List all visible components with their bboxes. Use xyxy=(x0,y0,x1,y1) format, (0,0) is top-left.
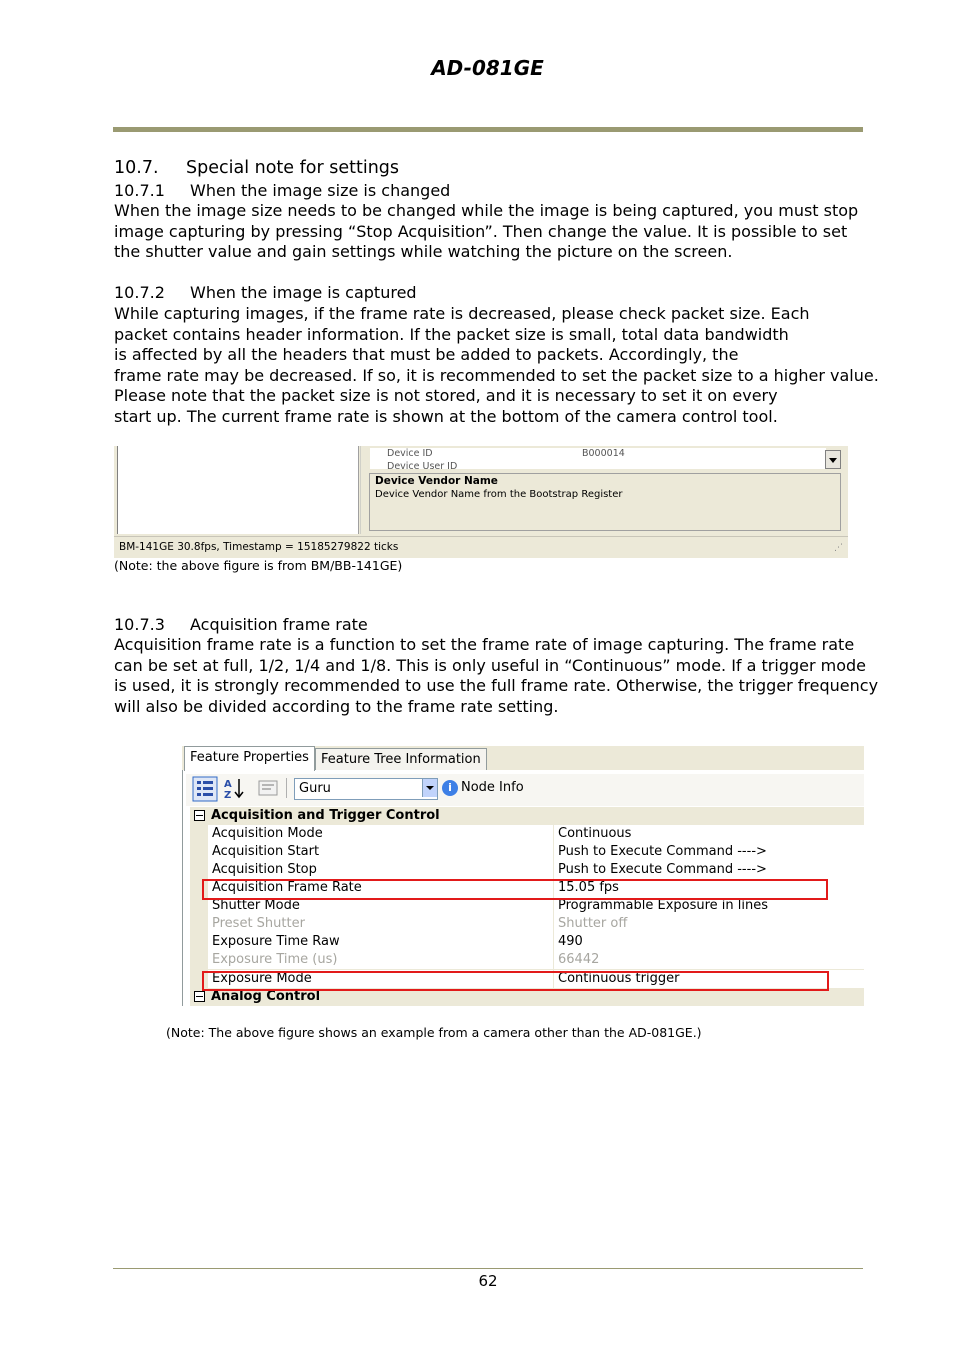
device-id-row[interactable] xyxy=(370,448,826,461)
collapse-icon[interactable] xyxy=(194,991,205,1002)
category-label: Acquisition and Trigger Control xyxy=(211,808,440,823)
property-row[interactable] xyxy=(208,933,864,952)
section-number: 10.7. xyxy=(114,158,159,178)
paragraph-line: Please note that the packet size is not stored, and it is necessary to set it on every xyxy=(114,386,778,406)
property-value[interactable]: Push to Execute Command ----> xyxy=(558,844,767,859)
property-value: Shutter off xyxy=(558,916,628,931)
category-label: Analog Control xyxy=(211,989,321,1004)
subsection-2-heading xyxy=(114,283,417,304)
paragraph-line: can be set at full, 1/2, 1/4 and 1/8. This is only useful in “Continuous” mode. If a trigger mode xyxy=(114,655,867,675)
paragraph-line: While capturing images, if the frame rate is decreased, please check packet size. Each xyxy=(114,304,810,323)
toolbar-separator xyxy=(286,778,287,798)
property-row[interactable] xyxy=(208,825,864,844)
paragraph-line: is affected by all the headers that must be added to packets. Accordingly, the xyxy=(114,345,739,365)
sort-alphabetical-icon[interactable] xyxy=(222,776,246,800)
property-name: Shutter Mode xyxy=(212,898,300,913)
property-pages-icon[interactable] xyxy=(256,776,280,800)
subsection-1-paragraph xyxy=(114,201,858,263)
footer-rule xyxy=(113,1268,863,1269)
info-icon: i xyxy=(442,780,458,796)
node-info-label: Node Info xyxy=(461,780,524,795)
property-value[interactable]: Continuous trigger xyxy=(558,971,680,986)
subsection-1-title: When the image size is changed xyxy=(190,181,451,200)
visibility-dropdown[interactable] xyxy=(294,778,438,800)
property-name: Exposure Mode xyxy=(212,971,312,986)
property-row-disabled xyxy=(208,915,864,934)
device-id-label: Device ID xyxy=(387,448,433,459)
scroll-down-arrow[interactable] xyxy=(825,450,841,469)
header-rule xyxy=(113,127,863,132)
subsection-2-number: 10.7.2 xyxy=(114,283,165,302)
paragraph-line: start up. The current frame rate is shown at the bottom of the camera control tool. xyxy=(114,406,778,426)
svg-text:A: A xyxy=(224,779,232,790)
subsection-3-heading xyxy=(114,615,368,636)
property-value[interactable]: Continuous xyxy=(558,826,632,841)
paragraph-line: is used, it is strongly recommended to use the full frame rate. Otherwise, the trigger frequency xyxy=(114,676,879,696)
property-value[interactable]: Programmable Exposure in lines xyxy=(558,898,769,913)
resize-grip-icon[interactable]: ⋰ xyxy=(834,543,843,553)
device-id-value: B000014 xyxy=(582,448,625,459)
property-row[interactable] xyxy=(208,843,864,862)
property-value: 66442 xyxy=(558,952,600,967)
node-info-button[interactable] xyxy=(442,778,524,798)
figure-1-screenshot xyxy=(114,446,848,558)
categorized-view-icon[interactable] xyxy=(192,776,216,800)
figure-2-caption: (Note: The above figure shows an example from a camera other than the AD-081GE.) xyxy=(166,1025,702,1040)
tab-feature-properties[interactable]: Feature Properties xyxy=(184,746,315,771)
figure-1-caption: (Note: the above figure is from BM/BB-141GE) xyxy=(114,558,403,573)
property-value[interactable]: 15.05 fps xyxy=(558,880,619,895)
property-name: Acquisition Mode xyxy=(212,826,323,841)
tab-feature-tree-information[interactable]: Feature Tree Information xyxy=(315,748,487,771)
svg-text:Z: Z xyxy=(224,790,232,800)
figure-2-screenshot xyxy=(182,746,864,1006)
property-name: Preset Shutter xyxy=(212,916,305,931)
property-value[interactable]: 490 xyxy=(558,934,583,949)
paragraph-line: When the image size needs to be changed while the image is being captured, you must stop xyxy=(114,201,859,220)
property-row[interactable] xyxy=(208,861,864,880)
highlight-frame-rate xyxy=(202,879,828,900)
device-user-id-row[interactable] xyxy=(370,461,826,469)
subsection-3-paragraph xyxy=(114,635,878,717)
description-box xyxy=(369,473,841,531)
paragraph-line: packet contains header information. If the packet size is small, total data bandwidth xyxy=(114,324,789,344)
page-number: 62 xyxy=(478,1272,498,1290)
section-heading xyxy=(114,158,399,179)
subsection-3-number: 10.7.3 xyxy=(114,615,165,634)
visibility-value: Guru xyxy=(299,781,331,796)
chevron-down-icon[interactable] xyxy=(422,779,437,797)
property-value[interactable]: Push to Execute Command ----> xyxy=(558,862,767,877)
description-title: Device Vendor Name xyxy=(375,475,498,487)
paragraph-line: will also be divided according to the frame rate setting. xyxy=(114,696,559,716)
property-name: Acquisition Frame Rate xyxy=(212,880,362,895)
highlight-exposure-mode xyxy=(202,971,829,991)
property-name: Acquisition Start xyxy=(212,844,320,859)
property-row-disabled xyxy=(208,951,864,970)
section-title: Special note for settings xyxy=(186,158,400,178)
property-name: Exposure Time Raw xyxy=(212,934,340,949)
paragraph-line: the shutter value and gain settings while watching the picture on the screen. xyxy=(114,242,733,262)
subsection-2-paragraph xyxy=(114,304,879,428)
toolbar xyxy=(186,774,864,806)
property-name: Acquisition Stop xyxy=(212,862,317,877)
subsection-1-number: 10.7.1 xyxy=(114,181,165,200)
description-text: Device Vendor Name from the Bootstrap Register xyxy=(375,489,623,500)
category-acquisition-trigger-control[interactable] xyxy=(190,807,864,825)
image-view-pane xyxy=(117,446,359,534)
subsection-3-title: Acquisition frame rate xyxy=(190,615,368,634)
collapse-icon[interactable] xyxy=(194,810,205,821)
property-name: Exposure Time (us) xyxy=(212,952,338,967)
document-title: AD-081GE xyxy=(431,56,544,80)
device-user-id-label: Device User ID xyxy=(387,461,458,469)
status-text: BM-141GE 30.8fps, Timestamp = 15185279822 ticks xyxy=(119,541,399,553)
paragraph-line: Acquisition frame rate is a function to set the frame rate of image capturing. The frame rate xyxy=(114,635,855,654)
paragraph-line: frame rate may be decreased. If so, it is recommended to set the packet size to a higher value. xyxy=(114,365,879,385)
subsection-2-title: When the image is captured xyxy=(190,283,417,302)
subsection-1-heading xyxy=(114,181,450,202)
status-bar xyxy=(114,536,848,558)
paragraph-line: image capturing by pressing “Stop Acquisition”. Then change the value. It is possible to set xyxy=(114,221,848,241)
